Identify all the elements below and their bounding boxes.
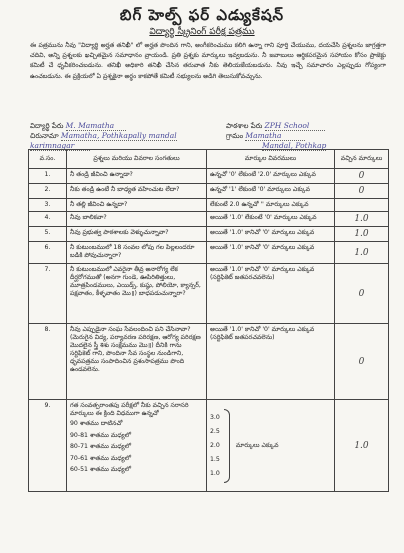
row-detail: లేకుంటే 2.0 ఉన్నచో '' మార్కులు ఎక్కువ: [207, 199, 335, 212]
table-row: [29, 212, 389, 227]
village-value: Mamatha: [245, 131, 305, 141]
form-subtitle: విద్యార్థి స్క్రీనింగ్ పరీక్ష పత్రము: [149, 27, 255, 37]
row-question: [67, 400, 207, 492]
table-row: [29, 324, 389, 400]
table-row: [29, 169, 389, 184]
row-mark: 1.0: [335, 227, 389, 242]
row-mark: 1.0: [335, 242, 389, 264]
row-mark: [335, 199, 389, 212]
row-detail: అయితే '1.0' కానిచో '0' మార్కులు ఎక్కువ (సర్టిఫికెట్ జతపరచవలెను): [207, 324, 335, 400]
row9-question-text: గత సంవత్సరాంతపు పరీక్షలో నీకు వచ్చిన సరాసరి మార్కులు ఈ క్రింది విధముగా ఉన్నచో: [70, 402, 189, 417]
row-mark: 0: [335, 169, 389, 184]
row-sno: 5.: [29, 227, 67, 242]
table-row: [29, 264, 389, 324]
row-detail: అయితే '1.0' లేకుంటే '0' మార్కులు ఎక్కువ: [207, 212, 335, 227]
row9-sublist-item: 70-61 శాతము మధ్యలో: [70, 454, 131, 462]
table-row: [29, 199, 389, 212]
row-sno: 3.: [29, 199, 67, 212]
brace-icon: [224, 409, 230, 483]
table-header-row: [29, 150, 389, 169]
row9-scale-value: 3.0: [210, 413, 220, 421]
address-value: Mamatha, Pothkapally mandal: [60, 131, 177, 140]
row-mark: 0: [335, 184, 389, 199]
row-question: నీ తల్లి జీవించి ఉన్నదా?: [67, 199, 207, 212]
row-mark: 1.0: [335, 212, 389, 227]
row9-sublist-item: 90-81 శాతము మధ్యలో: [70, 431, 131, 439]
header-question: ప్రశ్నలు మరియు వివరాల సంగతులు: [67, 150, 207, 169]
row-mark: 0: [335, 324, 389, 400]
row-question: నీకు తండ్రి ఉంటే నీ బాధ్యత వహించుట లేదా?: [67, 184, 207, 199]
row-question: నీ కుటుంబములో ఎవరైనా తీవ్ర అనారోగ్య లేక దీర్ఘరోగముతో (అనగా గుండె, ఊపిరితిత్తులు, మూత్రపిండములు, ఎయిడ్స్, కుష్ఠు, పోలియో, క్యాన్సర్, పక్షవాతం, కీళ్ళవాతం మొ॥) బాధపడుచున్నారా?: [67, 264, 207, 324]
mandal-value: Mandal, Pothkap: [262, 141, 327, 150]
row9-scale-values: [210, 411, 224, 481]
row-sno: 4.: [29, 212, 67, 227]
row9-scale: [210, 409, 331, 483]
row9-sublist-item: 60-51 శాతము మధ్యలో: [70, 466, 131, 473]
row9-scale-value: 2.0: [210, 441, 220, 449]
header-marks-given: వచ్చిన మార్కులు: [335, 150, 389, 169]
school-value: ZPH School: [265, 121, 325, 131]
row-question: నీ తండ్రి జీవించి ఉన్నాడా?: [67, 169, 207, 184]
row-sno: 7.: [29, 264, 67, 324]
row-question: నీ కుటుంబములో 18 సంవల లోపు గల పిల్లలందరూ బడికి పోవుచున్నారా?: [67, 242, 207, 264]
row-mark: 0: [335, 264, 389, 324]
row-sno: 2.: [29, 184, 67, 199]
student-name-value: M. Mamatha: [66, 121, 126, 131]
row9-scale-value: 1.5: [210, 455, 220, 463]
row-sno: 6.: [29, 242, 67, 264]
row9-detail-text: మార్కులు ఎక్కువ: [235, 441, 279, 449]
village-label: గ్రామం: [226, 132, 244, 140]
school-label: పాఠశాల పేరు: [226, 122, 263, 130]
row-detail: అయితే '1.0' కానిచో '0' మార్కులు ఎక్కువ (సర్టిఫికెట్ జతపరచవలెను): [207, 264, 335, 324]
row-question: నీవు బాలికవా?: [67, 212, 207, 227]
row-detail: అయితే '1.0' కానిచో '0' మార్కులు ఎక్కువ: [207, 242, 335, 264]
row-detail: ఉన్నచో '0' లేకుంటే '2.0' మార్కులు ఎక్కువ: [207, 169, 335, 184]
form-title: బిగ్ హెల్ప్ ఫర్ ఎడ్యుకేషన్: [119, 6, 285, 24]
row-detail: [207, 400, 335, 492]
address-label: చిరునామా: [30, 132, 59, 140]
row9-sublist-item: 80-71 శాతము మధ్యలో: [70, 443, 131, 450]
row9-scale-value: 2.5: [210, 427, 220, 435]
table-row: [29, 184, 389, 199]
row-detail: ఉన్నచో '1' లేకుంటే '0' మార్కులు ఎక్కువ: [207, 184, 335, 199]
table-row: [29, 227, 389, 242]
row-detail: అయితే '1.0' కానిచో '0' మార్కులు ఎక్కువ: [207, 227, 335, 242]
district-value: karimnagar: [30, 141, 90, 151]
header-sno: వ.సం.: [29, 150, 67, 169]
intro-paragraph: ఈ పత్రమును నీవు "విద్యార్థి అర్హత తనిఖీ" లో అర్హత పొందిన గాని, అంగీకరించుము కలిగి ఉన్నా గాని పూర్తి చేయుము, దయచేసి ప్రశ్నలను జాగ్రత్తగా చదివి, అన్ని ప్రశ్నలకు ఖచ్చితమైన సమాధానం వ్రాయండి. ప్రతి ప్రశ్నకు మార్కులు ఇవ్వబడును. నీ జవాబులు ఆర్థికపరమైన సహాయం కోసం ప్రాజెక్టు కమిటీ చే ధృవీకరించబడును. తనిఖీ అధికారి తనిఖీ చేసిన తరువాత నీకు తెలియజేయబడును. నీవు ఇచ్చే సమాచారం ఎల్లప్పుడు గోప్యంగా ఉంచబడును. ఈ ప్రక్రియలో ఏ ప్రశ్నకైనా అర్థం కాకపోతే కమిటీ సభ్యులను అడిగి తెలుసుకోవచ్చును.: [30, 42, 386, 80]
row-question: నీవు ప్రభుత్వ పాఠశాలకు వెళ్ళుచున్నావా?: [67, 227, 207, 242]
row9-sublist-item: 90 శాతము దాటినచో: [70, 420, 123, 427]
table-row: [29, 242, 389, 264]
row-mark: 1.0: [335, 400, 389, 492]
row-sno: 1.: [29, 169, 67, 184]
table-row: [29, 400, 389, 492]
student-name-label: విద్యార్థి పేరు: [30, 122, 64, 130]
row9-sublist: [70, 418, 203, 476]
row-question: నీవు ఎప్పుడైనా సంఘ సేవలందించి పని చేసినావా? (మెరుగైన విద్య, పర్యావరణ పరిరక్షణ, ఆరోగ్య పరిరక్షణ మొదలైన స్త్రీ శిశు సంక్షేమము మొ॥) దీనికి గాను సర్టిఫికెట్ గాని, పొందినా సేవ సంస్థల నుండిగాని, ధృవపత్రము సంపాదించిన ప్రశంసాపత్రము పొంది ఉండవలెను.: [67, 324, 207, 400]
row-sno: 9.: [29, 400, 67, 492]
row-sno: 8.: [29, 324, 67, 400]
row9-scale-value: 1.0: [210, 469, 220, 477]
header-marks-detail: మార్కుల వివరములు: [207, 150, 335, 169]
screening-table: [28, 149, 389, 492]
